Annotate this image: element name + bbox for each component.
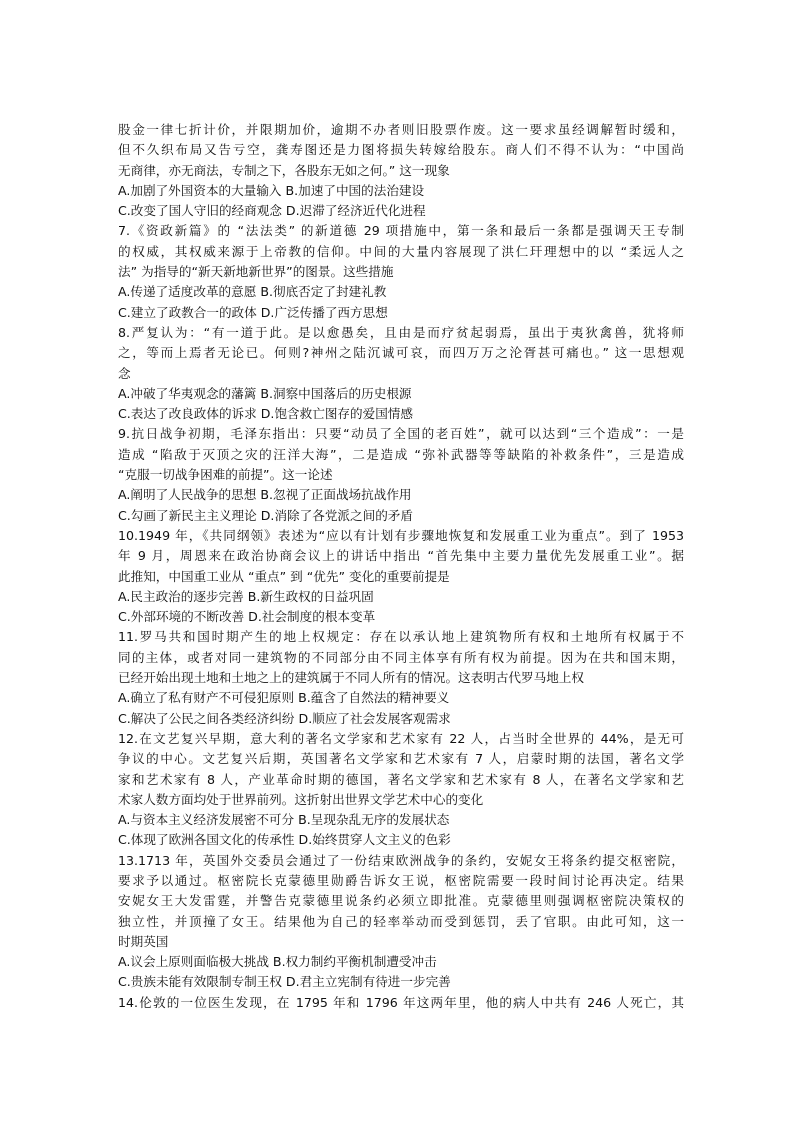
text-line: 9.抗日战争初期，毛泽东指出：只要“动员了全国的老百姓”，就可以达到“三个造成”：一是 bbox=[118, 426, 684, 442]
text-line: 时期英国 bbox=[118, 933, 169, 949]
text-line: 造成 “陷敌于灭顶之灾的汪洋大海”，二是造成 “弥补武器等等缺陷的补救条件”，三是造成 bbox=[118, 446, 684, 462]
text-line: 12.在文艺复兴早期，意大利的著名文学家和艺术家有 22 人，占当时全世界的 44%，是无可 bbox=[118, 730, 684, 746]
text-line: 年 9 月，周恩来在政治协商会议上的讲话中指出 “首先集中主要力量优先发展重工业”。据 bbox=[118, 548, 684, 564]
text-line: 安妮女王大发雷霆，并警告克蒙德里说条约必须立即批准。克蒙德里则强调枢密院决策权的 bbox=[118, 893, 684, 909]
text-line: 无商律，亦无商法，专制之下，各股东无如之何。” 这一现象 bbox=[118, 162, 450, 178]
text-line: C.表达了改良政体的诉求 D.饱含救亡图存的爱国情感 bbox=[118, 406, 413, 422]
text-line: 家和艺术家有 8 人，产业革命时期的德国，著名文学家和艺术家有 8 人，在著名文学家和艺 bbox=[118, 771, 684, 787]
text-line: 14.伦敦的一位医生发现，在 1795 年和 1796 年这两年里，他的病人中共有 246 人死亡，其 bbox=[118, 994, 684, 1010]
text-line: “克服一切战争困难的前提”。这一论述 bbox=[118, 467, 333, 483]
text-line: 独立性，并顶撞了女王。结果他为自己的轻率举动而受到惩罚，丢了官职。由此可知，这一 bbox=[118, 913, 684, 929]
text-line: 法” 为指导的“新天新地新世界”的图景。这些措施 bbox=[118, 264, 394, 280]
text-line: 念 bbox=[118, 365, 131, 381]
text-line: 7.《资政新篇》的 “法法类” 的新道德 29 项措施中，第一条和最后一条都是强调天王专制 bbox=[118, 223, 684, 239]
text-line: C.外部环境的不断改善 D.社会制度的根本变革 bbox=[118, 609, 376, 625]
text-line: 术家人数方面均处于世界前列。这折射出世界文学艺术中心的变化 bbox=[118, 791, 484, 807]
text-line: A.议会上原则面临极大挑战 B.权力制约平衡机制遭受冲击 bbox=[118, 954, 437, 970]
text-line: 股金一律七折计价，并限期加价，逾期不办者则旧股票作废。这一要求虽经调解暂时缓和， bbox=[118, 122, 684, 137]
text-line: A.与资本主义经济发展密不可分 B.呈现杂乱无序的发展状态 bbox=[118, 812, 450, 828]
text-line: A.阐明了人民战争的思想 B.忽视了正面战场抗战作用 bbox=[118, 487, 412, 503]
text-line: A.冲破了华夷观念的藩篱 B.洞察中国落后的历史根源 bbox=[118, 385, 412, 401]
text-line: C.勾画了新民主主义理论 D.消除了各党派之间的矛盾 bbox=[118, 507, 413, 523]
text-line: 同的主体，或者对同一建筑物的不同部分由不同主体享有所有权为前提。因为在共和国末期， bbox=[118, 649, 684, 665]
text-line: 此推知，中国重工业从 “重点” 到 “优先” 变化的重要前提是 bbox=[118, 568, 450, 584]
text-line: 11.罗马共和国时期产生的地上权规定：存在以承认地上建筑物所有权和土地所有权属于不 bbox=[118, 629, 684, 645]
text-line: 已经开始出现土地和土地之上的建筑属于不同人所有的情况。这表明古代罗马地上权 bbox=[118, 670, 584, 686]
text-line: C.解决了公民之间各类经济纠纷 D.顺应了社会发展客观需求 bbox=[118, 710, 451, 726]
text-line: 8.严复认为：“有一道于此。是以愈愚矣，且由是而疗贫起弱焉，虽出于夷狄禽兽，犹将师 bbox=[118, 324, 684, 340]
text-line: 的权威，其权威来源于上帝教的信仰。中间的大量内容展现了洪仁玕理想中的以 “柔远人之 bbox=[118, 243, 684, 259]
text-line: C.体现了欧洲各国文化的传承性 D.始终贯穿人文主义的色彩 bbox=[118, 832, 451, 848]
text-line: 但不久织布局又告亏空，龚寿图还是力图将损失转嫁给股东。商人们不得不认为：“中国尚 bbox=[118, 142, 684, 158]
text-line: C.建立了政教合一的政体 D.广泛传播了西方思想 bbox=[118, 304, 388, 320]
text-line: 10.1949 年，《共同纲领》表述为“应以有计划有步骤地恢复和发展重工业为重点”。到了 1953 bbox=[118, 527, 684, 543]
text-line: 13.1713 年，英国外交委员会通过了一份结束欧洲战争的条约，安妮女王将条约提交枢密院， bbox=[118, 852, 684, 868]
exam-page bbox=[118, 120, 684, 1013]
text-line: C.贵族未能有效限制专制王权 D.君主立宪制有待进一步完善 bbox=[118, 974, 451, 990]
text-line: C.改变了国人守旧的经商观念 D.迟滞了经济近代化进程 bbox=[118, 203, 426, 219]
text-line: 要求予以通过。枢密院长克蒙德里勋爵告诉女王说，枢密院需要一段时间讨论再决定。结果 bbox=[118, 872, 684, 888]
text-line: A.传递了适度改革的意愿 B.彻底否定了封建礼教 bbox=[118, 284, 387, 300]
text-line: A.加剧了外国资本的大量输入 B.加速了中国的法治建设 bbox=[118, 182, 425, 198]
text-line: A.确立了私有财产不可侵犯原则 B.蕴含了自然法的精神要义 bbox=[118, 690, 450, 706]
text-line: 争议的中心。文艺复兴后期，英国著名文学家和艺术家有 7 人，启蒙时期的法国，著名文学 bbox=[118, 751, 684, 767]
text-line: A.民主政治的逐步完善 B.新生政权的日益巩固 bbox=[118, 588, 374, 604]
text-line: 之，等而上焉者无论已。何则?神州之陆沉诚可哀，而四万万之沦胥甚可痛也。” 这一思想观 bbox=[118, 345, 684, 361]
